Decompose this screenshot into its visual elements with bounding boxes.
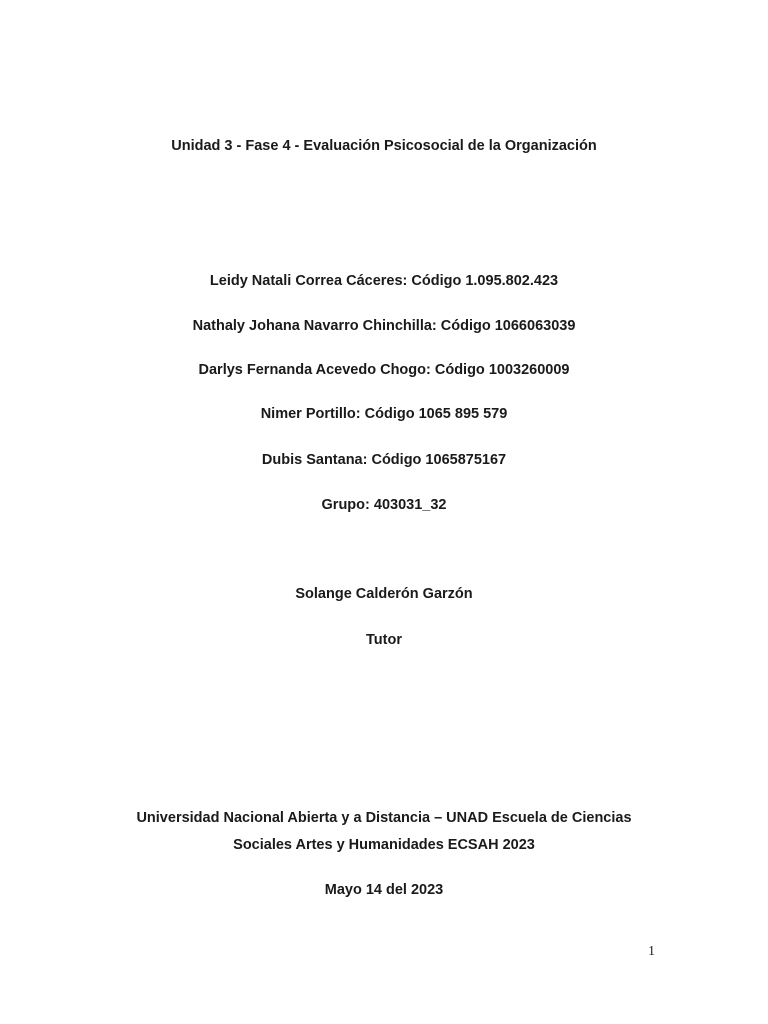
page-number: 1	[648, 944, 655, 959]
author-line-4: Nimer Portillo: Código 1065 895 579	[260, 406, 508, 422]
author-line-5: Dubis Santana: Código 1065875167	[261, 452, 507, 468]
institution-line-2: Sociales Artes y Humanidades ECSAH 2023	[233, 837, 535, 853]
author-line-3: Darlys Fernanda Acevedo Chogo: Código 1003260009	[198, 362, 570, 378]
document-title: Unidad 3 - Fase 4 - Evaluación Psicosocial de la Organización	[171, 138, 597, 154]
group-line: Grupo: 403031_32	[321, 497, 447, 513]
author-line-2: Nathaly Johana Navarro Chinchilla: Código 1066063039	[192, 318, 576, 334]
tutor-name: Solange Calderón Garzón	[295, 586, 473, 602]
document-date: Mayo 14 del 2023	[324, 882, 444, 898]
institution-line-1: Universidad Nacional Abierta y a Distancia – UNAD Escuela de Ciencias	[136, 810, 632, 826]
tutor-label: Tutor	[366, 632, 402, 648]
author-line-1: Leidy Natali Correa Cáceres: Código 1.095.802.423	[209, 273, 559, 289]
